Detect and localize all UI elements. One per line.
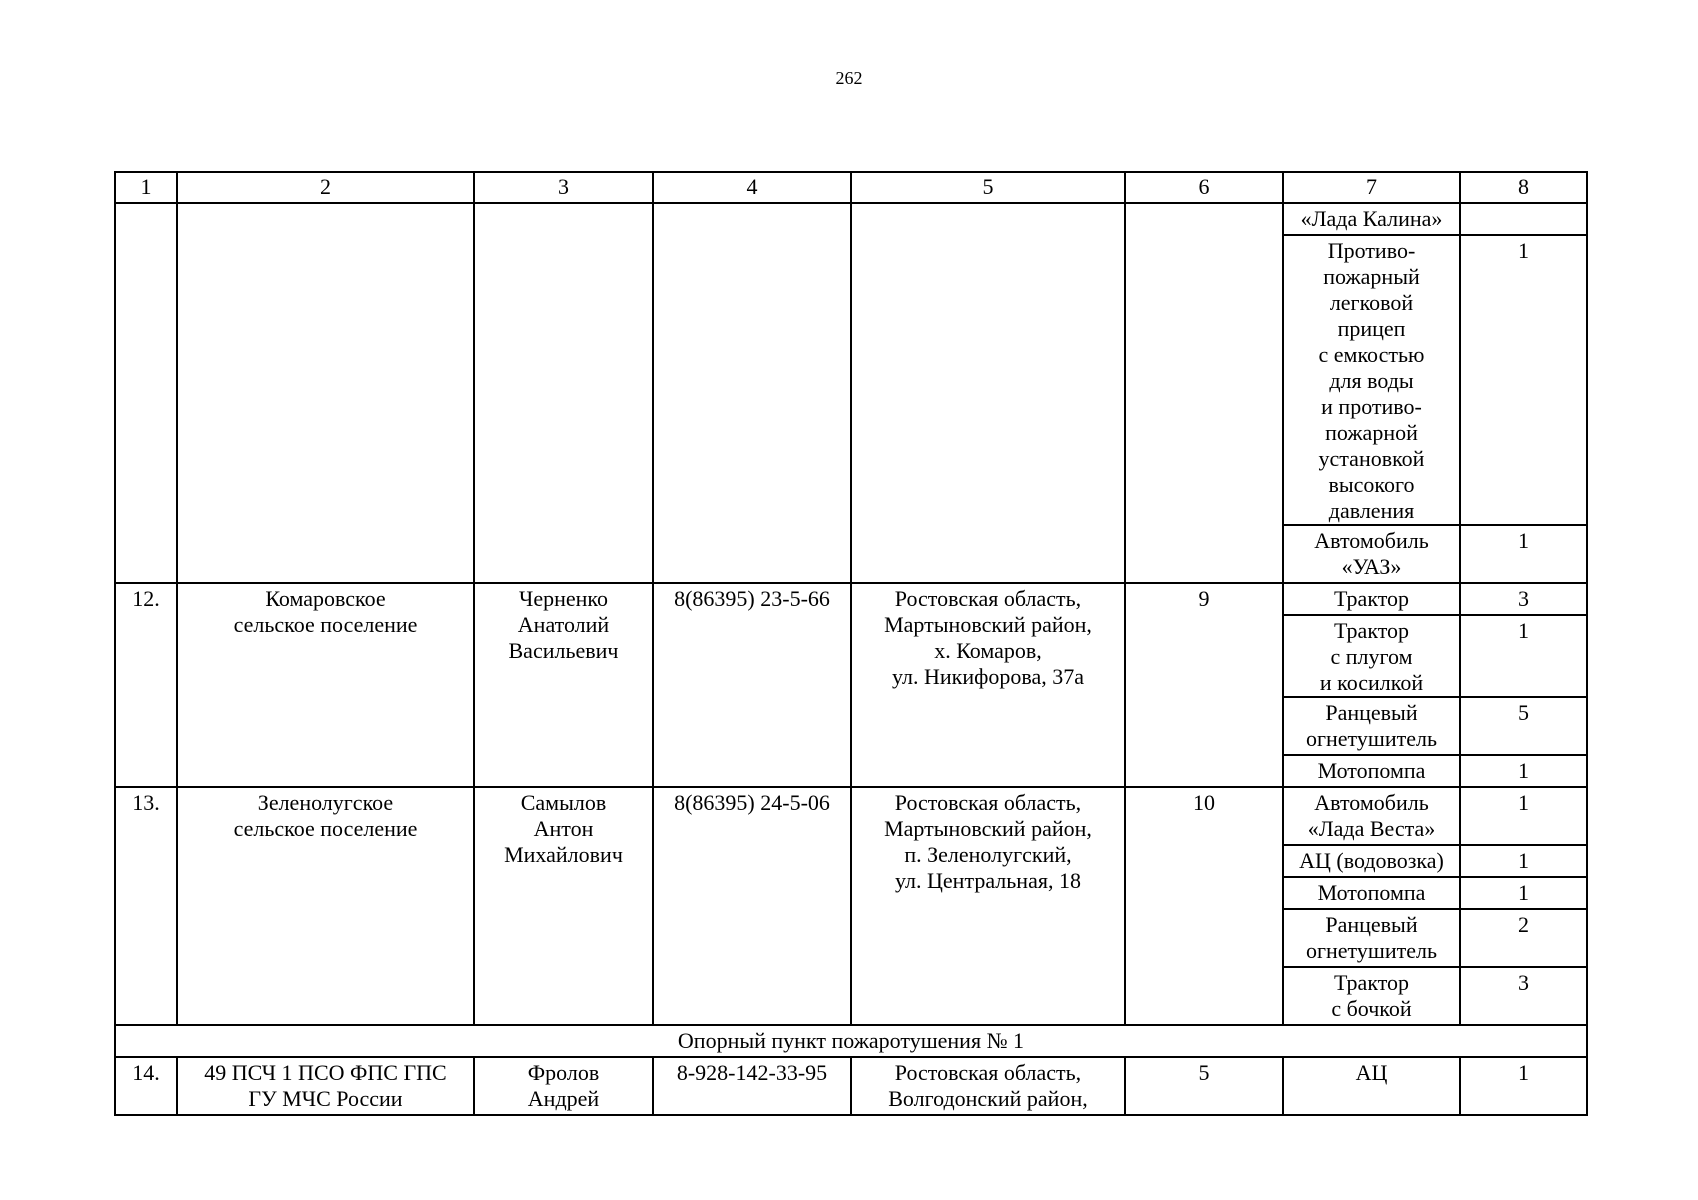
equipment-name: Ранцевый огнетушитель xyxy=(1283,697,1460,755)
equipment-count: 1 xyxy=(1460,525,1587,583)
empty-cell xyxy=(474,203,653,583)
column-number-row xyxy=(115,172,1587,203)
equipment-name: Автомобиль «Лада Веста» xyxy=(1283,787,1460,845)
column-number: 7 xyxy=(1283,172,1460,203)
table-row xyxy=(115,787,1587,845)
equipment-count: 1 xyxy=(1460,787,1587,845)
section-title: Опорный пункт пожаротушения № 1 xyxy=(115,1025,1587,1057)
column-number: 6 xyxy=(1125,172,1283,203)
settlement-name: Комаровское сельское поселение xyxy=(177,583,474,787)
equipment-count: 1 xyxy=(1460,1057,1587,1115)
column-number: 8 xyxy=(1460,172,1587,203)
row-number: 13. xyxy=(115,787,177,1025)
empty-cell xyxy=(653,203,851,583)
equipment-count xyxy=(1460,203,1587,235)
equipment-count: 5 xyxy=(1460,697,1587,755)
column-number: 5 xyxy=(851,172,1125,203)
equipment-name: Противо- пожарный легковой прицеп с емкостью для воды и противо- пожарной установкой высокого давления xyxy=(1283,235,1460,525)
head-name: Черненко Анатолий Васильевич xyxy=(474,583,653,787)
table-row xyxy=(115,203,1587,235)
equipment-name: Трактор xyxy=(1283,583,1460,615)
column-number: 2 xyxy=(177,172,474,203)
equipment-count: 1 xyxy=(1460,877,1587,909)
equipment-count: 3 xyxy=(1460,583,1587,615)
table-row xyxy=(115,583,1587,615)
empty-cell xyxy=(1125,203,1283,583)
equipment-count: 1 xyxy=(1460,615,1587,697)
people-count: 10 xyxy=(1125,787,1283,1025)
head-name: Самылов Антон Михайлович xyxy=(474,787,653,1025)
table-row xyxy=(115,1057,1587,1115)
phone-number: 8-928-142-33-95 xyxy=(653,1057,851,1115)
equipment-name: «Лада Калина» xyxy=(1283,203,1460,235)
equipment-table xyxy=(114,171,1588,1116)
head-name: Фролов Андрей xyxy=(474,1057,653,1115)
equipment-name: Ранцевый огнетушитель xyxy=(1283,909,1460,967)
equipment-count: 1 xyxy=(1460,755,1587,787)
people-count: 9 xyxy=(1125,583,1283,787)
settlement-name: 49 ПСЧ 1 ПСО ФПС ГПС ГУ МЧС России xyxy=(177,1057,474,1115)
phone-number: 8(86395) 24-5-06 xyxy=(653,787,851,1025)
equipment-count: 2 xyxy=(1460,909,1587,967)
people-count: 5 xyxy=(1125,1057,1283,1115)
equipment-name: Автомобиль «УАЗ» xyxy=(1283,525,1460,583)
equipment-name: Мотопомпа xyxy=(1283,877,1460,909)
equipment-name: Мотопомпа xyxy=(1283,755,1460,787)
address: Ростовская область, Мартыновский район, х. Комаров, ул. Никифорова, 37а xyxy=(851,583,1125,787)
equipment-name: Трактор с бочкой xyxy=(1283,967,1460,1025)
address: Ростовская область, Волгодонский район, xyxy=(851,1057,1125,1115)
row-number: 14. xyxy=(115,1057,177,1115)
equipment-count: 1 xyxy=(1460,235,1587,525)
equipment-name: АЦ xyxy=(1283,1057,1460,1115)
equipment-name: АЦ (водовозка) xyxy=(1283,845,1460,877)
row-number: 12. xyxy=(115,583,177,787)
column-number: 3 xyxy=(474,172,653,203)
empty-cell xyxy=(851,203,1125,583)
equipment-count: 1 xyxy=(1460,845,1587,877)
empty-cell xyxy=(177,203,474,583)
equipment-count: 3 xyxy=(1460,967,1587,1025)
column-number: 4 xyxy=(653,172,851,203)
empty-cell xyxy=(115,203,177,583)
column-number: 1 xyxy=(115,172,177,203)
equipment-name: Трактор с плугом и косилкой xyxy=(1283,615,1460,697)
page-number: 262 xyxy=(835,68,863,88)
address: Ростовская область, Мартыновский район, п. Зеленолугский, ул. Центральная, 18 xyxy=(851,787,1125,1025)
phone-number: 8(86395) 23-5-66 xyxy=(653,583,851,787)
section-row xyxy=(115,1025,1587,1057)
settlement-name: Зеленолугское сельское поселение xyxy=(177,787,474,1025)
